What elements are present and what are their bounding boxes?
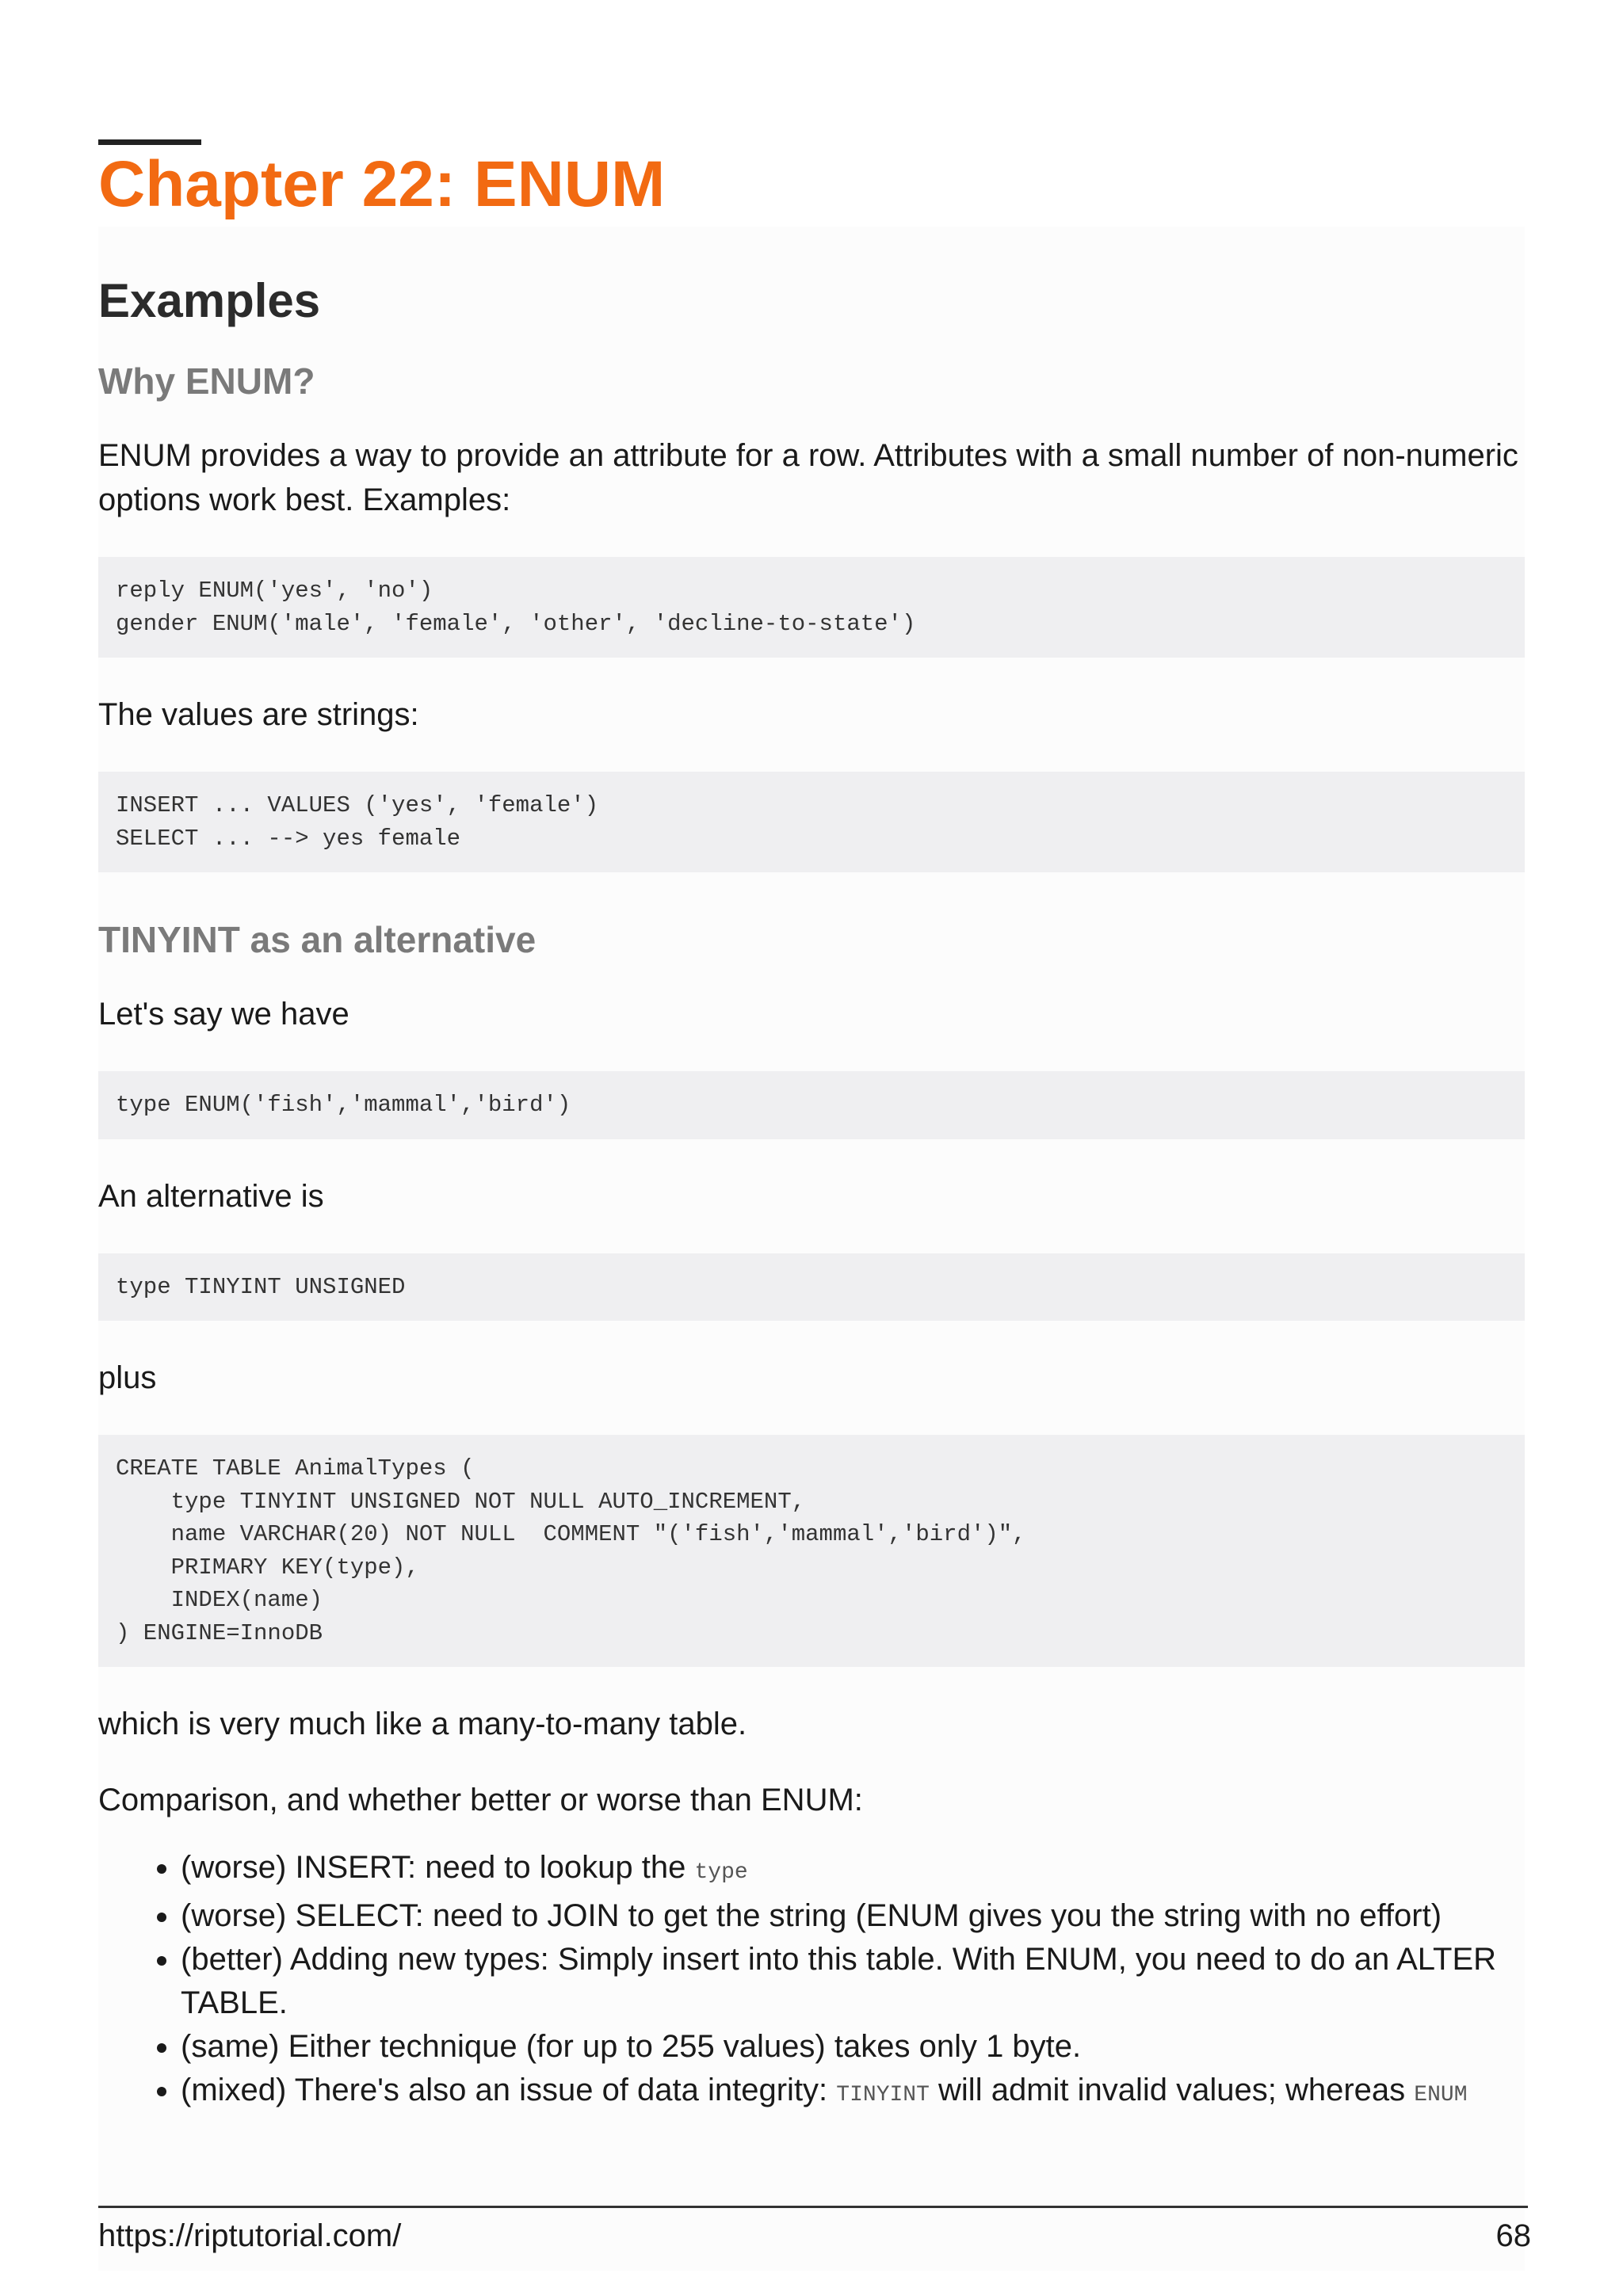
- footer-url-link[interactable]: https://riptutorial.com/: [98, 2218, 402, 2253]
- bullet-text: (worse) SELECT: need to JOIN to get the string (ENUM gives you the string with no effort): [181, 1898, 1442, 1934]
- bullet-text: (worse) INSERT: need to lookup the: [181, 1850, 695, 1886]
- code-block-create-table: CREATE TABLE AnimalTypes ( type TINYINT UNSIGNED NOT NULL AUTO_INCREMENT, name VARCHAR(20) NOT NULL COMMENT "('fish','mammal','bird')", PRIMARY KEY(type), INDEX(name) ) ENGINE=InnoDB: [98, 1435, 1525, 1667]
- chapter-top-rule: [98, 139, 201, 145]
- code-block-type-enum: type ENUM('fish','mammal','bird'): [98, 1071, 1525, 1139]
- page-content: [98, 273, 1525, 2117]
- list-item: [181, 2069, 1525, 2117]
- inline-code: type: [694, 1860, 748, 1886]
- bullet-text: (mixed) There's also an issue of data integrity:: [181, 2073, 837, 2108]
- comparison-text: Comparison, and whether better or worse than ENUM:: [98, 1783, 863, 1818]
- comparison-list: [98, 1846, 1525, 2117]
- bullet-text: (same) Either technique (for up to 255 values) takes only 1 byte.: [181, 2029, 1082, 2065]
- bullet-text: will admit invalid values; whereas: [929, 2073, 1415, 2108]
- footer-rule: [98, 2206, 1528, 2208]
- alternative-text: An alternative is: [98, 1178, 324, 1214]
- bullet-text: (better) Adding new types: Simply insert into this table. With ENUM, you need to do an ALTER TABLE.: [181, 1942, 1497, 2021]
- inline-code: ENUM: [1414, 2083, 1468, 2108]
- values-are-strings-text: The values are strings:: [98, 697, 419, 733]
- list-item: [181, 1894, 1525, 1938]
- list-item: [181, 1846, 1525, 1894]
- section-title: Examples: [98, 274, 321, 327]
- page-number: 68: [1495, 2218, 1531, 2253]
- inline-code: TINYINT: [836, 2083, 930, 2108]
- many-to-many-text: which is very much like a many-to-many table.: [98, 1707, 747, 1742]
- code-block-insert-select: INSERT ... VALUES ('yes', 'female') SELECT ... --> yes female: [98, 772, 1525, 872]
- why-enum-heading: Why ENUM?: [98, 360, 315, 402]
- why-enum-intro: ENUM provides a way to provide an attribute for a row. Attributes with a small number of non-numeric options work best. Examples:: [98, 438, 1518, 518]
- lets-say-text: Let's say we have: [98, 997, 349, 1032]
- chapter-title: Chapter 22: ENUM: [98, 148, 666, 220]
- list-item: [181, 2025, 1525, 2069]
- plus-text: plus: [98, 1360, 157, 1396]
- code-block-enum-examples: reply ENUM('yes', 'no') gender ENUM('male', 'female', 'other', 'decline-to-state'): [98, 557, 1525, 658]
- tinyint-heading: TINYINT as an alternative: [98, 919, 537, 961]
- list-item: [181, 1938, 1525, 2025]
- code-block-type-tinyint: type TINYINT UNSIGNED: [98, 1253, 1525, 1322]
